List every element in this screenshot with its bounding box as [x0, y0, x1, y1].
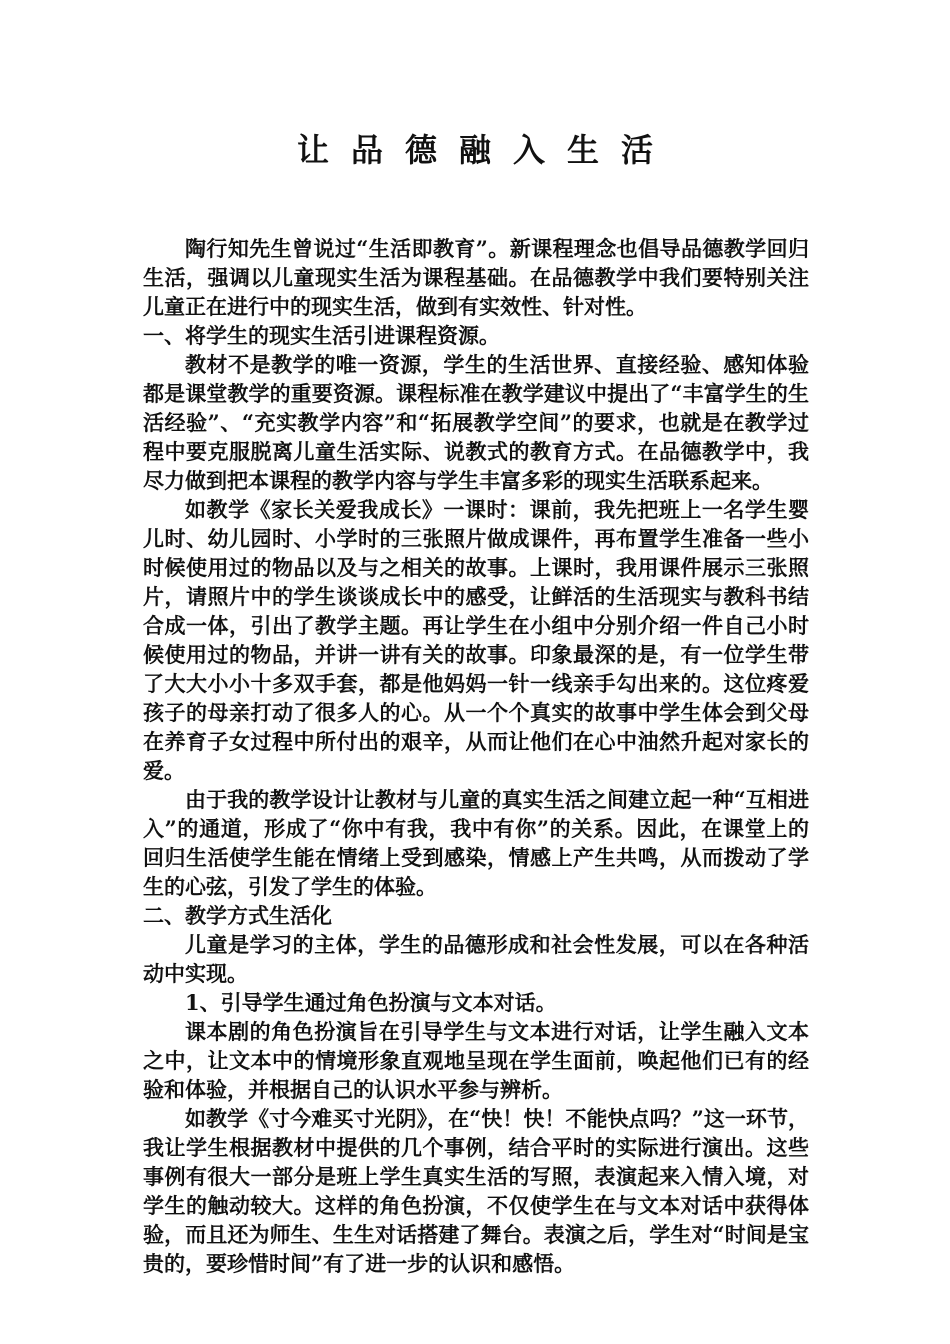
paragraph: 课本剧的角色扮演旨在引导学生与文本进行对话，让学生融入文本之中，让文本中的情境形象直观地呈现在学生面前，唤起他们已有的经验和体验，并根据自己的认识水平参与辨析。: [143, 1019, 809, 1102]
page-title: 让品德融入生活: [296, 131, 675, 169]
paragraph: 教材不是教学的唯一资源，学生的生活世界、直接经验、感知体验都是课堂教学的重要资源。课程标准在教学建议中提出了“丰富学生的生活经验”、“充实教学内容”和“拓展教学空间”的要求，也就是在教学过程中要克服脱离儿童生活实际、说教式的教育方式。在品德教学中，我尽力做到把本课程的教学内容与学生丰富多彩的现实生活联系起来。: [143, 352, 809, 493]
paragraph: 如教学《家长关爱我成长》一课时：课前，我先把班上一名学生婴儿时、幼儿园时、小学时的三张照片做成课件，再布置学生准备一些小时候使用过的物品以及与之相关的故事。上课时，我用课件展示三张照片，请照片中的学生谈谈成长中的感受，让鲜活的生活现实与教科书结合成一体，引出了教学主题。再让学生在小组中分别介绍一件自己小时候使用过的物品，并讲一讲有关的故事。印象最深的是，有一位学生带了大大小小十多双手套，都是他妈妈一针一线亲手勾出来的。这位疼爱孩子的母亲打动了很多人的心。从一个个真实的故事中学生体会到父母在养育子女过程中所付出的艰辛，从而让他们在心中油然升起对家长的爱。: [143, 497, 809, 783]
subsection-heading: 1、引导学生通过角色扮演与文本对话。: [185, 990, 557, 1015]
section-heading: 一、将学生的现实生活引进课程资源。: [143, 323, 500, 348]
document-body: [143, 234, 809, 1278]
paragraph: 由于我的教学设计让教材与儿童的真实生活之间建立起一种“互相进入”的通道，形成了“你中有我，我中有你”的关系。因此，在课堂上的回归生活使学生能在情绪上受到感染，情感上产生共鸣，从而拨动了学生的心弦，引发了学生的体验。: [143, 787, 809, 899]
paragraph: 陶行知先生曾说过“生活即教育”。新课程理念也倡导品德教学回归生活，强调以儿童现实生活为课程基础。在品德教学中我们要特别关注儿童正在进行中的现实生活，做到有实效性、针对性。: [143, 236, 809, 319]
section-heading: 二、教学方式生活化: [143, 903, 332, 928]
paragraph: 儿童是学习的主体，学生的品德形成和社会性发展，可以在各种活动中实现。: [143, 932, 809, 986]
paragraph: 如教学《寸今难买寸光阴》，在“快！快！不能快点吗？”这一环节，我让学生根据教材中提供的几个事例，结合平时的实际进行演出。这些事例有很大一部分是班上学生真实生活的写照，表演起来入情入境，对学生的触动较大。这样的角色扮演，不仅使学生在与文本对话中获得体验，而且还为师生、生生对话搭建了舞台。表演之后，学生对“时间是宝贵的，要珍惜时间”有了进一步的认识和感悟。: [143, 1106, 809, 1276]
